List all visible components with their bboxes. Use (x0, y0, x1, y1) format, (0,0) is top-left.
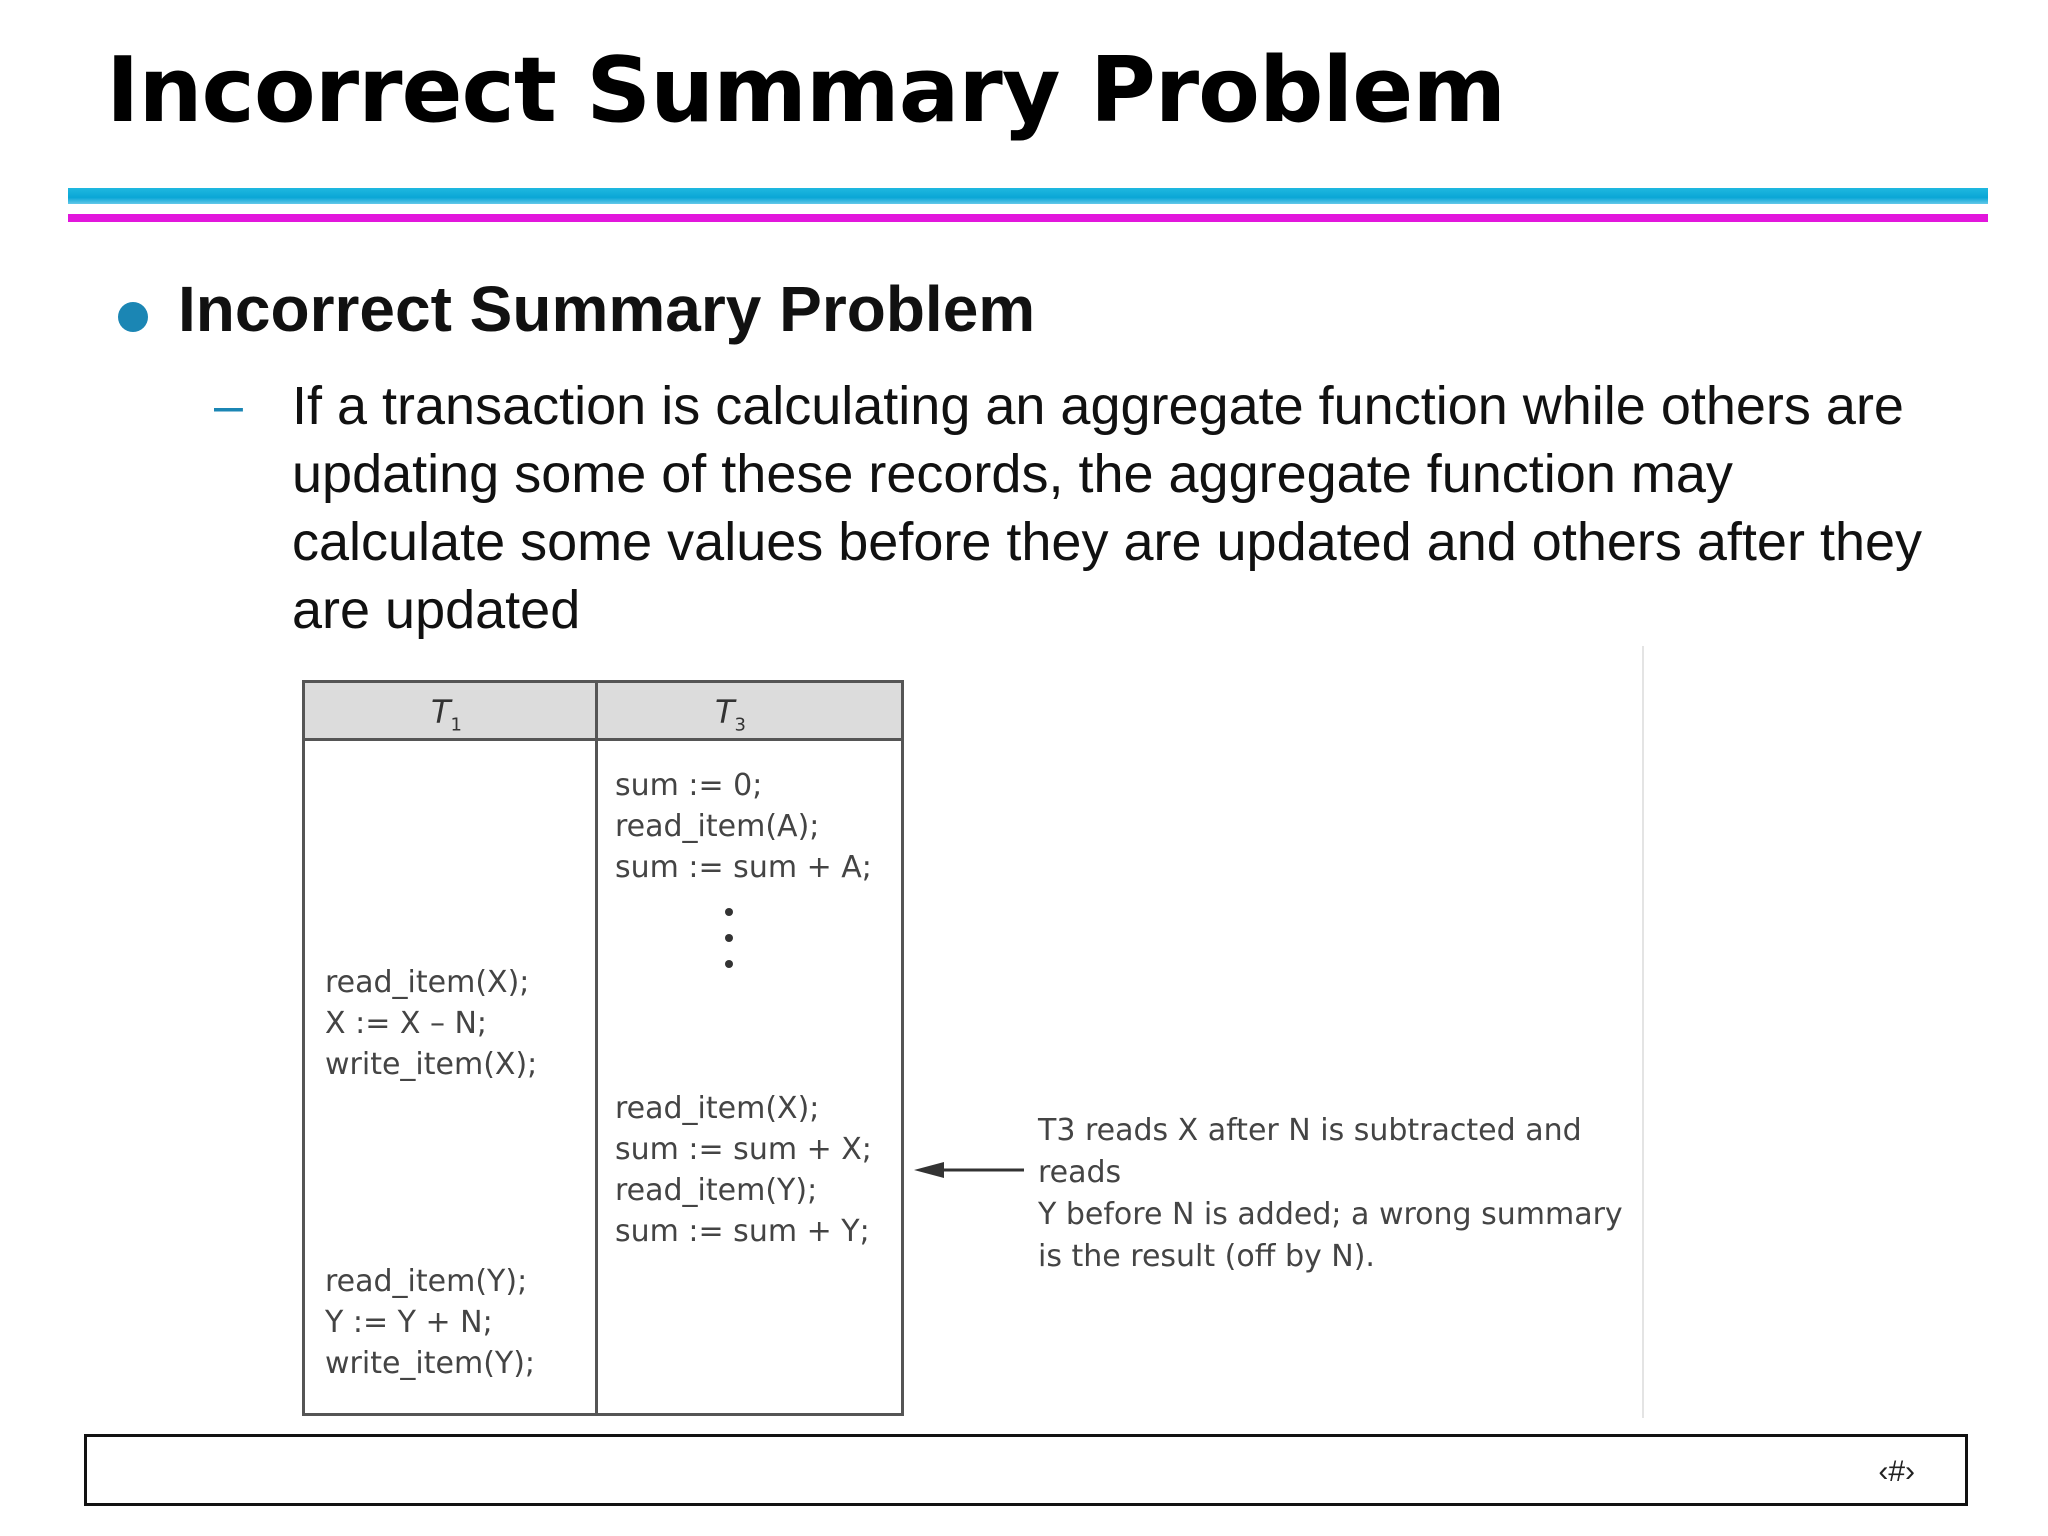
table-header-row (305, 683, 901, 741)
sub-bullet-dash: – (214, 377, 243, 435)
footer-bar (84, 1434, 1968, 1506)
bullet-dot-icon (118, 302, 148, 332)
column-divider (595, 683, 598, 1413)
ellipsis-vertical-icon (725, 908, 733, 986)
figure-separator (1642, 646, 1644, 1418)
t3-op-sum-init: sum := 0; (615, 768, 763, 803)
t1-op-write-x: write_item(X); (325, 1047, 538, 1082)
t3-op-read-y: read_item(Y); (615, 1173, 818, 1208)
bullet-heading: Incorrect Summary Problem (178, 273, 1036, 345)
column-header-t3: $T_3$ (715, 693, 746, 736)
t1-op-read-y: read_item(Y); (325, 1264, 528, 1299)
title-underline-cyan (68, 188, 1988, 204)
column-header-t1: $T_1$ (431, 693, 462, 736)
t1-op-update-y: Y := Y + N; (325, 1305, 493, 1340)
title-underline-magenta (68, 214, 1988, 222)
slide-number: ‹#› (1878, 1455, 1915, 1488)
t3-op-sum-x: sum := sum + X; (615, 1132, 872, 1167)
t1-op-write-y: write_item(Y); (325, 1346, 536, 1381)
left-arrow-icon (914, 1160, 1024, 1180)
transaction-schedule-table (302, 680, 904, 1416)
t3-op-read-a: read_item(A); (615, 809, 820, 844)
annotation-line-2: Y before N is added; a wrong summary (1038, 1197, 1623, 1232)
t3-op-sum-a: sum := sum + A; (615, 850, 872, 885)
t1-op-update-x: X := X – N; (325, 1006, 488, 1041)
annotation-line-1: T3 reads X after N is subtracted and reads (1038, 1113, 1582, 1190)
slide-title: Incorrect Summary Problem (106, 38, 1506, 143)
sub-bullet-text: If a transaction is calculating an aggregate function while others are updating some of these records, the aggregate function may calculate some values before they are updated and others after they are updated (292, 376, 1923, 640)
t3-op-sum-y: sum := sum + Y; (615, 1214, 870, 1249)
t3-op-read-x: read_item(X); (615, 1091, 820, 1126)
t1-op-read-x: read_item(X); (325, 965, 530, 1000)
annotation-note (1038, 1110, 1658, 1278)
annotation-line-3: is the result (off by N). (1038, 1239, 1375, 1274)
